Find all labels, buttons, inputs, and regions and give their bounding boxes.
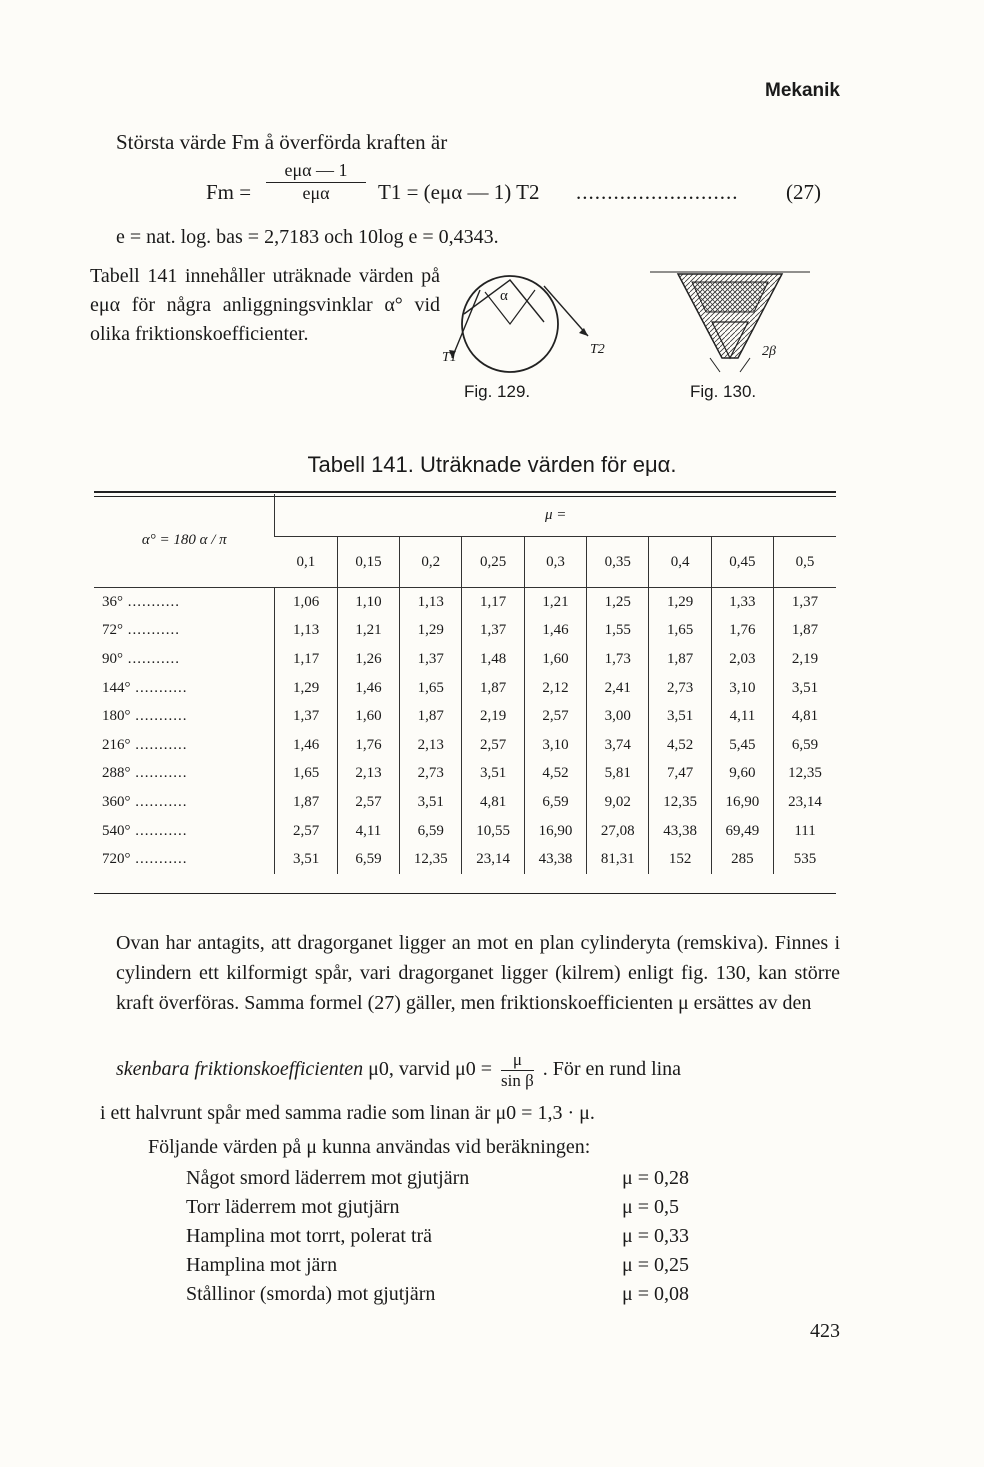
row-angle-value: 144° [102,679,131,696]
table-cell: 1,29 [275,674,337,703]
leader-dots: ........... [130,765,188,782]
table-cell: 1,26 [337,645,399,674]
leader-dots: ........... [130,793,188,810]
table-row [94,674,836,703]
table-row [94,845,836,874]
folj-line: Följande värden på μ kunna användas vid beräkningen: [148,1136,591,1158]
table-cell: 12,35 [400,845,462,874]
table-cell: 1,87 [275,788,337,817]
table-cell: 43,38 [524,845,586,874]
table-cell: 69,49 [711,817,773,846]
friction-value: μ = 0,28 [622,1167,690,1189]
e-definition: e = nat. log. bas = 2,7183 och 10log e = 0,4343. [116,226,499,248]
figure-130 [650,262,810,402]
table-cell: 285 [711,845,773,874]
row-angle [94,760,275,789]
leader-dots: ........... [123,622,180,639]
fig130-caption: Fig. 130. [690,382,757,401]
table-cell: 6,59 [337,845,399,874]
row-angle-value: 216° [102,736,131,753]
table-cell: 1,76 [711,617,773,646]
column-header-mu: 0,5 [774,537,836,588]
table-row [94,645,836,674]
table-row [94,788,836,817]
formula-fraction [266,160,366,204]
column-header-mu: 0,1 [275,537,337,588]
table-cell: 3,51 [400,788,462,817]
table-cell: 7,47 [649,760,711,789]
friction-label: Hamplina mot järn [186,1254,338,1276]
table-cell: 3,51 [275,845,337,874]
table-cell: 4,11 [337,817,399,846]
list-item [186,1222,726,1251]
table-cell: 1,60 [337,702,399,731]
table-cell: 1,65 [275,760,337,789]
table-cell: 1,29 [400,617,462,646]
formula-numerator: eμα — 1 [266,160,366,183]
table-cell: 1,21 [337,617,399,646]
table-cell: 1,13 [275,617,337,646]
leader-dots: ........... [130,822,188,839]
table-cell: 1,76 [337,731,399,760]
table-cell: 1,65 [649,617,711,646]
list-item [186,1164,726,1193]
formula-lhs: Fm = [206,180,252,204]
table-cell: 2,57 [337,788,399,817]
table-cell: 2,57 [462,731,524,760]
table-cell: 1,46 [524,617,586,646]
sken-den: sin β [501,1071,534,1090]
column-header-mu: 0,45 [711,537,773,588]
table-cell: 1,37 [462,617,524,646]
table-cell: 3,51 [774,674,836,703]
table-cell: 3,10 [524,731,586,760]
table-cell: 1,37 [400,645,462,674]
table-cell: 4,52 [524,760,586,789]
row-angle [94,731,275,760]
column-header-mu: 0,15 [337,537,399,588]
table-cell: 1,25 [587,588,649,617]
table-cell: 1,87 [649,645,711,674]
list-item [186,1193,726,1222]
column-header-mu: 0,35 [587,537,649,588]
table-cell: 1,29 [649,588,711,617]
table-cell: 1,10 [337,588,399,617]
table-row [94,617,836,646]
row-angle [94,845,275,874]
table-cell: 1,33 [711,588,773,617]
table-row [94,817,836,846]
intro-text: Tabell 141 innehåller uträknade värden på eμα för några anliggningsvinklar α° vid olika friktionskoefficienter. [90,265,440,345]
table-cell: 3,51 [462,760,524,789]
friction-values [186,1164,726,1309]
table-cell: 2,57 [275,817,337,846]
table-cell: 2,73 [400,760,462,789]
table-cell: 1,37 [275,702,337,731]
table-cell: 1,37 [774,588,836,617]
row-angle-value: 540° [102,822,131,839]
formula-middle: T1 = (eμα — 1) T2 [378,180,540,204]
column-header-mu: 0,4 [649,537,711,588]
table-cell: 16,90 [711,788,773,817]
table-cell: 2,73 [649,674,711,703]
fig130-angle: 2β [762,344,776,359]
table-cell: 81,31 [587,845,649,874]
body-paragraph: Ovan har antagits, att dragorganet ligger an mot en plan cylinderyta (remskiva). Finnes i cylindern ett kilformigt spår, vari dragorganet ligger (kilrem) enligt fig. 130, kan större kraft överföras. Samma formel (27) gäller, men friktionskoefficienten μ ersättes av den [116,932,840,1014]
row-angle [94,645,275,674]
table-cell: 1,60 [524,645,586,674]
row-angle-value: 360° [102,793,131,810]
table-bottom-rule [94,893,836,894]
list-item [186,1251,726,1280]
table-cell: 2,13 [400,731,462,760]
table-cell: 2,12 [524,674,586,703]
column-header-mu: 0,25 [462,537,524,588]
row-angle-value: 720° [102,851,131,868]
table-cell: 1,87 [400,702,462,731]
table-cell: 2,19 [462,702,524,731]
table-cell: 1,48 [462,645,524,674]
table-cell: 1,06 [275,588,337,617]
formula-number: (27) [786,180,821,204]
table-cell: 1,46 [337,674,399,703]
table-cell: 1,87 [774,617,836,646]
row-angle [94,788,275,817]
friction-value: μ = 0,5 [622,1196,680,1218]
table-cell: 23,14 [774,788,836,817]
row-angle [94,674,275,703]
table-cell: 1,17 [462,588,524,617]
section-header: Mekanik [765,80,840,101]
column-header-mu: 0,2 [400,537,462,588]
friction-label: Stållinor (smorda) mot gjutjärn [186,1283,436,1305]
table-cell: 1,46 [275,731,337,760]
table-cell: 1,87 [462,674,524,703]
table-caption: Tabell 141. Uträknade värden för eμα. [307,452,677,477]
pulley-diagram [440,262,630,402]
sken-num: μ [501,1050,534,1071]
values-table [94,494,836,874]
table-cell: 1,65 [400,674,462,703]
table-cell: 2,13 [337,760,399,789]
table-cell: 27,08 [587,817,649,846]
fig129-t1: T1 [442,350,457,365]
row-angle [94,817,275,846]
table-row [94,731,836,760]
table-row [94,760,836,789]
table-cell: 1,17 [275,645,337,674]
table-cell: 9,02 [587,788,649,817]
row-angle [94,617,275,646]
table-cell: 4,81 [774,702,836,731]
table-cell: 3,10 [711,674,773,703]
table-cell: 1,73 [587,645,649,674]
formula-denominator: eμα [302,183,330,203]
formula-dots: .......................... [576,180,739,204]
leader-dots: ........... [130,736,188,753]
table-cell: 2,57 [524,702,586,731]
leader-dots: ........... [130,851,188,868]
table-cell: 535 [774,845,836,874]
table-cell: 2,41 [587,674,649,703]
page-number: 423 [810,1320,840,1342]
friction-value: μ = 0,33 [622,1225,690,1247]
table-cell: 10,55 [462,817,524,846]
friction-value: μ = 0,08 [622,1283,690,1305]
leader-dots: ........... [130,708,188,725]
table-cell: 152 [649,845,711,874]
row-angle-value: 36° [102,593,123,610]
row-angle [94,588,275,617]
table-cell: 6,59 [524,788,586,817]
corner-header: α° = 180 α / π [94,494,275,588]
halv-line: i ett halvrunt spår med samma radie som linan är μ0 = 1,3 · μ. [100,1102,595,1124]
fig129-caption: Fig. 129. [464,382,531,401]
table-cell: 3,00 [587,702,649,731]
table-cell: 4,52 [649,731,711,760]
table-cell: 6,59 [400,817,462,846]
table-cell: 5,45 [711,731,773,760]
leader-dots: ........... [123,650,180,667]
table-cell: 12,35 [649,788,711,817]
column-header-mu: 0,3 [524,537,586,588]
sken-italic: skenbara friktionskoefficienten [116,1058,364,1081]
table-cell: 5,81 [587,760,649,789]
table-cell: 9,60 [711,760,773,789]
table-row [94,588,836,617]
formula-27 [116,160,846,220]
table-cell: 4,11 [711,702,773,731]
figure-129 [440,262,630,402]
table-cell: 23,14 [462,845,524,874]
friction-label: Torr läderrem mot gjutjärn [186,1196,400,1218]
table-cell: 111 [774,817,836,846]
row-angle [94,702,275,731]
sken-rest: . För en rund lina [542,1058,682,1081]
friction-value: μ = 0,25 [622,1254,690,1276]
table-row [94,702,836,731]
table-cell: 3,74 [587,731,649,760]
friction-label: Hamplina mot torrt, polerat trä [186,1225,433,1247]
fig129-t2: T2 [590,342,605,357]
table-cell: 6,59 [774,731,836,760]
row-angle-value: 180° [102,708,131,725]
table-cell: 3,51 [649,702,711,731]
row-angle-value: 90° [102,650,123,667]
table-cell: 4,81 [462,788,524,817]
sken-fraction [501,1050,534,1091]
table-cell: 1,13 [400,588,462,617]
sken-mid: μ0, varvid μ0 = [368,1058,492,1081]
table-cell: 1,21 [524,588,586,617]
table-cell: 1,55 [587,617,649,646]
row-angle-value: 288° [102,765,131,782]
v-groove-diagram [650,262,810,402]
table-cell: 12,35 [774,760,836,789]
row-angle-value: 72° [102,622,123,639]
leader-dots: ........... [130,679,188,696]
mu-header: μ = [275,494,836,537]
table-cell: 16,90 [524,817,586,846]
table-cell: 2,19 [774,645,836,674]
fig129-alpha: α [500,288,508,304]
table-cell: 2,03 [711,645,773,674]
list-item [186,1280,726,1309]
table-cell: 43,38 [649,817,711,846]
sken-line [116,1050,840,1091]
intro-line: Största värde Fm å överförda kraften är [116,130,448,154]
friction-label: Något smord läderrem mot gjutjärn [186,1167,470,1189]
leader-dots: ........... [123,593,180,610]
